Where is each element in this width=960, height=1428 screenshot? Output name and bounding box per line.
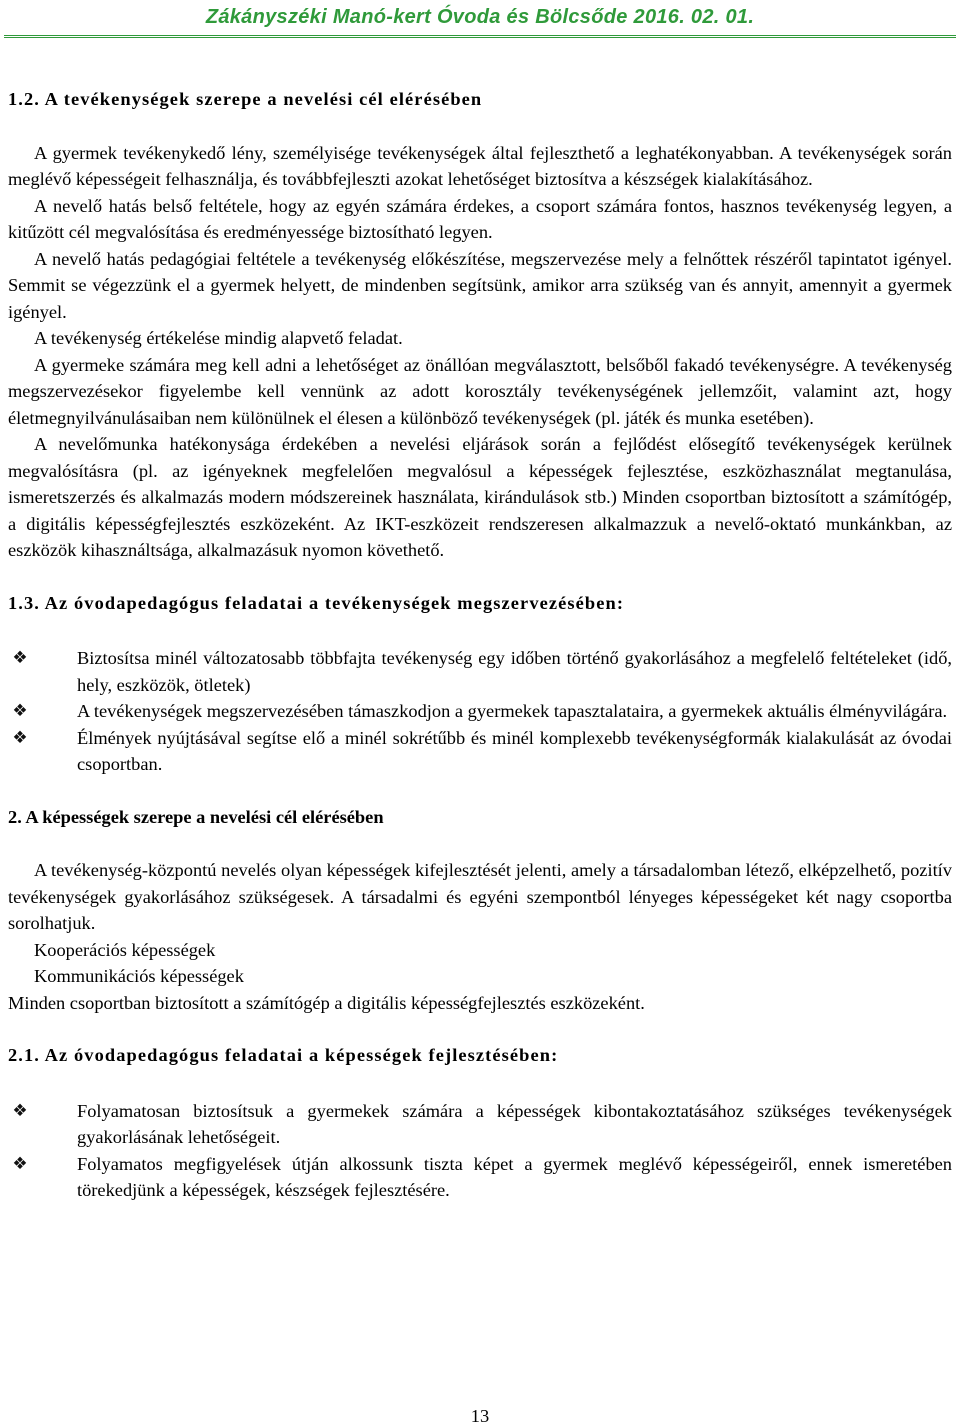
list-item <box>8 1151 952 1204</box>
section-1-3-bullet-list <box>8 645 952 778</box>
spacer <box>8 1069 952 1098</box>
list-item <box>8 1098 952 1151</box>
capability-item-cooperation: Kooperációs képességek <box>34 939 216 960</box>
list-item-text: Élmények nyújtásával segítse elő a minél sokrétűbb és minél komplexebb tevékenységformák kialakulását az óvodai csoportban. <box>77 727 952 774</box>
four-diamond-bullet-icon: ❖ <box>12 1100 28 1121</box>
section-1-2-paragraph-5: A gyermeke számára meg kell adni a lehetőséget az önállóan megválasztott, belsőből fakadó tevékenységre. A tevékenység megszervezésekor figyelembe kell vennünk az adott korosztály tevékenységének jellemzőit, valamint azt, hogy életmegnyilvánulásaiban nem különülnek el élesen a különböző tevékenységek (pl. játék és munka esetében). <box>8 354 952 428</box>
spacer <box>8 616 952 645</box>
four-diamond-bullet-icon: ❖ <box>12 1153 28 1174</box>
spacer <box>8 1016 952 1042</box>
list-item <box>8 645 952 698</box>
section-1-3-heading: 1.3. Az óvodapedagógus feladatai a tevékenységek megszervezésében: <box>8 592 625 613</box>
document-body <box>8 86 952 1204</box>
header-divider <box>4 35 956 38</box>
document-header-title: Zákányszéki Manó-kert Óvoda és Bölcsőde 2016. 02. 01. <box>205 6 755 28</box>
spacer <box>8 113 952 140</box>
section-1-2-heading: 1.2. A tevékenységek szerepe a nevelési cél elérésében <box>8 89 483 109</box>
section-1-2-paragraph-4: A tevékenység értékelése mindig alapvető feladat. <box>34 328 403 348</box>
list-item-text: Folyamatosan biztosítsuk a gyermekek számára a képességek kibontakoztatásához szükséges tevékenységek gyakorlásának lehetőségeit. <box>77 1100 952 1147</box>
four-diamond-bullet-icon: ❖ <box>12 727 28 748</box>
list-item-text: Folyamatos megfigyelések útján alkossunk tiszta képet a gyermek meglévő képességeiről, ennek ismeretében törekedjünk a képességek, készségek fejlesztésére. <box>77 1153 952 1200</box>
spacer <box>8 778 952 804</box>
page-number: 13 <box>470 1406 490 1426</box>
spacer <box>8 564 952 590</box>
section-2-paragraph-1: A tevékenység-központú nevelés olyan képességek kifejlesztését jelenti, amely a társadalomban létező, elképzelhető, pozitív tevékenységek gyakorlásához szükségesek. A társadalmi és egyéni szempontból lényeges képességeket két nagy csoportba sorolhatjuk. <box>8 860 952 933</box>
list-item <box>8 698 952 725</box>
capability-item-communication: Kommunikációs képességek <box>34 966 244 986</box>
four-diamond-bullet-icon: ❖ <box>12 648 28 668</box>
section-1-2-paragraph-2: A nevelő hatás belső feltétele, hogy az egyén számára érdekes, a csoport számára fontos, hasznos tevékenység legyen, a kitűzött cél megvalósítása és eredményessége biztosítható legyen. <box>8 195 952 242</box>
four-diamond-bullet-icon: ❖ <box>12 701 28 721</box>
section-2-paragraph-2: Minden csoportban biztosított a számítógép a digitális képességfejlesztés eszközeként. <box>8 992 645 1013</box>
section-1-2-paragraph-6: A nevelőmunka hatékonysága érdekében a nevelési eljárások során a fejlődést elősegítő tevékenységek kerülnek megvalósításra (pl. az igényeknek megfelelően megvalósul a képességek fejlesztése, eszközhasználat megtanulása, ismeretszerzés és alkalmazás modern módszereinek használata, kirándulások stb.) Minden csoportban biztosított a számítógép, a digitális képességfejlesztés eszközeként. Az IKT-eszközeit rendszeresen alkalmazzuk a nevelő-oktató munkánkban, az eszközök kihasználtsága, alkalmazásuk nyomon követhető. <box>8 434 952 560</box>
section-2-heading: 2. A képességek szerepe a nevelési cél elérésében <box>8 806 384 827</box>
list-item <box>8 725 952 778</box>
section-2-1-heading: 2.1. Az óvodapedagógus feladatai a képességek fejlesztésében: <box>8 1045 559 1065</box>
section-2-1-bullet-list <box>8 1098 952 1204</box>
section-1-2-paragraph-1: A gyermek tevékenykedő lény, személyisége tevékenységek által fejleszthető a leghatékonyabban. A tevékenységek során meglévő képességeit felhasználja, és továbbfejleszti azokat lehetőséget biztosítva a készségek kialakításához. <box>8 142 952 189</box>
spacer <box>8 830 952 857</box>
section-1-2-paragraph-3: A nevelő hatás pedagógiai feltétele a tevékenység előkészítése, megszervezése mely a felnőttek részéről tapintatot igényel. Semmit se végezzünk el a gyermek helyett, de mindenben segítsünk, amikor arra szükség van és annyit, amennyit a gyermek igényel. <box>8 248 952 322</box>
list-item-text: A tevékenységek megszervezésében támaszkodjon a gyermekek tapasztalataira, a gyermekek aktuális élményvilágára. <box>77 701 948 721</box>
list-item-text: Biztosítsa minél változatosabb többfajta tevékenység egy időben történő gyakorlásához a megfelelő feltételeket (idő, hely, eszközök, ötletek) <box>77 648 952 695</box>
